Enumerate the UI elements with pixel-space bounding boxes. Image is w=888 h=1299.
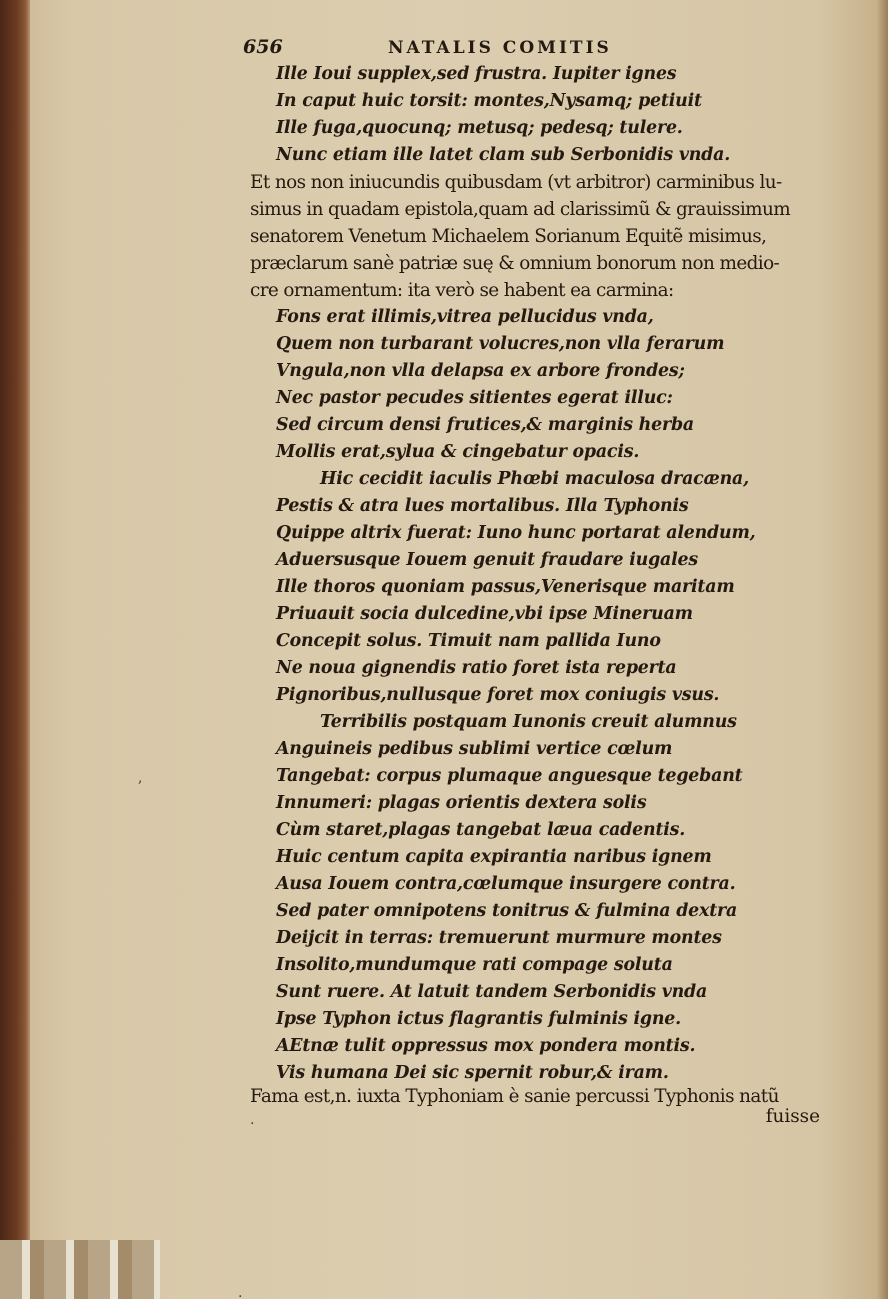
verse-line: Tangebat: corpus plumaque anguesque tegebant <box>276 766 743 786</box>
verse-line: Aduersusque Iouem genuit fraudare iugales <box>276 550 698 570</box>
verse-line: Quippe altrix fuerat: Iuno hunc portarat alendum, <box>276 523 756 543</box>
verse-line: Vngula,non vlla delapsa ex arbore frondes; <box>276 361 685 381</box>
prose-line: senatorem Venetum Michaelem Sorianum Equitẽ misimus, <box>250 226 767 247</box>
verse-line: Pestis & atra lues mortalibus. Illa Typhonis <box>276 496 689 516</box>
margin-mark: . <box>238 1285 243 1299</box>
verse-line: Anguineis pedibus sublimi vertice cœlum <box>276 739 673 759</box>
verse-line: Fons erat illimis,vitrea pellucidus vnda, <box>276 307 654 327</box>
prose-line: simus in quadam epistola,quam ad clarissimũ & grauissimum <box>250 199 791 220</box>
verse-line: Concepit solus. Timuit nam pallida Iuno <box>276 631 661 651</box>
verse-line: Pignoribus,nullusque foret mox coniugis vsus. <box>276 685 720 705</box>
catchword: fuisse <box>765 1106 820 1127</box>
verse-line: Cùm staret,plagas tangebat læua cadentis. <box>276 820 686 840</box>
prose-line: cre ornamentum: ita verò se habent ea carmina: <box>250 280 674 301</box>
verse-line: Nunc etiam ille latet clam sub Serbonidis vnda. <box>276 145 731 165</box>
verse-line: Ille thoros quoniam passus,Venerisque maritam <box>276 577 735 597</box>
spine-color-strip <box>0 1240 160 1299</box>
verse-line: Terribilis postquam Iunonis creuit alumnus <box>320 712 737 732</box>
verse-line: Quem non turbarant volucres,non vlla ferarum <box>276 334 725 354</box>
page-edge <box>876 0 888 1299</box>
verse-line: Priuauit socia dulcedine,vbi ipse Mineruam <box>276 604 693 624</box>
verse-line: Deijcit in terras: tremuerunt murmure montes <box>276 928 722 948</box>
prose-line: Fama est,n. iuxta Typhoniam è sanie percussi Typhonis natũ <box>250 1086 779 1107</box>
running-head: NATALIS COMITIS <box>388 38 612 58</box>
verse-line: Sed pater omnipotens tonitrus & fulmina dextra <box>276 901 738 921</box>
prose-line: præclarum sanè patriæ suę & omnium bonorum non medio- <box>250 253 780 274</box>
verse-line: AEtnæ tulit oppressus mox pondera montis. <box>276 1036 696 1056</box>
verse-line: Ille Ioui supplex,sed frustra. Iupiter ignes <box>276 64 677 84</box>
verse-line: Nec pastor pecudes sitientes egerat illuc: <box>276 388 673 408</box>
verse-line: Sed circum densi frutices,& marginis herba <box>276 415 694 435</box>
verse-line: Vis humana Dei sic spernit robur,& iram. <box>276 1063 669 1083</box>
verse-line: In caput huic torsit: montes,Nysamq; petiuit <box>276 91 702 111</box>
verse-line: Ipse Typhon ictus flagrantis fulminis igne. <box>276 1009 681 1029</box>
verse-line: Ne noua gignendis ratio foret ista reperta <box>276 658 677 678</box>
verse-line: Hic cecidit iaculis Phœbi maculosa dracæna, <box>320 469 749 489</box>
verse-line: Mollis erat,sylua & cingebatur opacis. <box>276 442 640 462</box>
verse-line: Huic centum capita expirantia naribus ignem <box>276 847 712 867</box>
folio-number: 656 <box>243 36 283 58</box>
prose-line: Et nos non iniucundis quibusdam (vt arbitror) carminibus lu- <box>250 172 782 193</box>
book-spine <box>0 0 30 1240</box>
verse-line: Sunt ruere. At latuit tandem Serbonidis vnda <box>276 982 708 1002</box>
margin-mark: , <box>138 770 143 786</box>
margin-mark: . <box>250 1112 255 1128</box>
verse-line: Insolito,mundumque rati compage soluta <box>276 955 673 975</box>
verse-line: Ausa Iouem contra,cœlumque insurgere contra. <box>276 874 736 894</box>
verse-line: Innumeri: plagas orientis dextera solis <box>276 793 647 813</box>
verse-line: Ille fuga,quocunq; metusq; pedesq; tulere. <box>276 118 683 138</box>
